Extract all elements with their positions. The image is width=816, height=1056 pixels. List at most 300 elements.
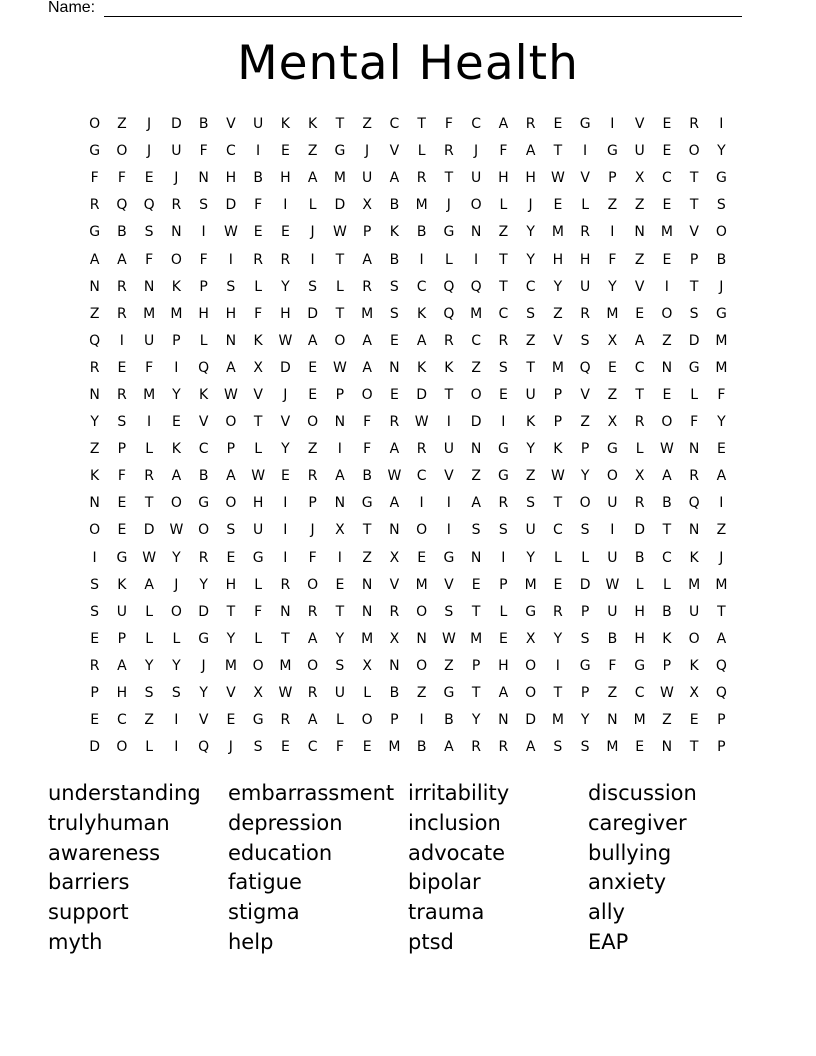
grid-letter: E [553, 576, 563, 593]
grid-letter: S [471, 522, 481, 539]
grid-letter: E [662, 251, 672, 268]
grid-letter: N [89, 278, 100, 295]
grid-letter: E [226, 712, 236, 729]
grid-letter: V [444, 576, 454, 593]
grid-letter: G [116, 549, 128, 566]
grid-row [81, 626, 735, 653]
grid-letter: S [253, 739, 263, 756]
grid-letter: Q [579, 359, 591, 376]
grid-letter: Z [307, 143, 318, 160]
grid-letter: V [580, 386, 590, 403]
grid-letter: V [634, 116, 645, 133]
grid-letter: E [662, 386, 672, 403]
grid-letter: M [606, 739, 619, 756]
grid-letter: E [117, 495, 127, 512]
grid-letter: Y [553, 278, 563, 295]
grid-letter: N [334, 414, 346, 431]
grid-letter: G [688, 359, 700, 376]
grid-letter: P [499, 576, 508, 593]
grid-letter: R [525, 116, 536, 133]
grid-letter: E [662, 197, 672, 214]
grid-letter: O [525, 685, 537, 702]
grid-letter: I [283, 197, 288, 214]
grid-letter: E [716, 441, 726, 458]
grid-letter: A [389, 441, 400, 458]
grid-letter: M [170, 305, 183, 322]
grid-letter: U [144, 332, 155, 349]
grid-letter: T [335, 603, 345, 620]
grid-letter: R [144, 468, 154, 485]
grid-letter: A [89, 251, 100, 268]
grid-letter: M [715, 332, 728, 349]
grid-letter: R [553, 603, 563, 620]
grid-letter: U [525, 386, 536, 403]
grid-letter: J [365, 143, 370, 160]
grid-letter: G [252, 712, 264, 729]
grid-letter: J [446, 197, 451, 214]
grid-letter: X [253, 685, 263, 702]
grid-letter: L [635, 441, 644, 458]
grid-letter: Y [172, 657, 181, 674]
grid-letter: R [389, 603, 400, 620]
grid-letter: S [226, 278, 236, 295]
grid-letter: Z [471, 359, 481, 376]
grid-letter: G [634, 657, 646, 674]
grid-letter: Q [443, 278, 455, 295]
grid-letter: H [552, 251, 564, 268]
grid-letter: V [580, 170, 590, 187]
grid-letter: C [552, 522, 563, 539]
grid-letter: E [117, 359, 127, 376]
grid-letter: D [416, 386, 428, 403]
grid-letter: S [444, 603, 454, 620]
grid-letter: E [553, 116, 563, 133]
grid-letter: E [117, 522, 127, 539]
grid-letter: Z [525, 332, 536, 349]
grid-letter: E [662, 143, 672, 160]
grid-letter: O [170, 495, 182, 512]
grid-letter: A [171, 468, 182, 485]
grid-letter: E [498, 386, 508, 403]
grid-letter: I [501, 414, 506, 431]
grid-letter: G [525, 603, 537, 620]
word-list-item: advocate [408, 840, 506, 865]
grid-letter: H [225, 576, 237, 593]
grid-row [81, 490, 735, 517]
grid-letter: O [170, 603, 182, 620]
grid-letter: C [307, 739, 318, 756]
grid-letter: P [717, 712, 726, 729]
grid-letter: X [689, 685, 699, 702]
grid-letter: V [280, 414, 291, 431]
grid-letter: O [116, 143, 128, 160]
grid-letter: U [607, 603, 618, 620]
grid-letter: F [690, 414, 699, 431]
grid-letter: L [417, 143, 426, 160]
grid-letter: Q [688, 495, 700, 512]
grid-letter: O [416, 657, 428, 674]
grid-letter: P [226, 441, 236, 458]
grid-letter: G [334, 143, 346, 160]
grid-letter: I [283, 495, 288, 512]
grid-letter: S [144, 224, 154, 241]
word-list-item: discussion [588, 781, 697, 805]
grid-letter: F [363, 441, 372, 458]
grid-letter: M [551, 224, 564, 241]
grid-letter: P [117, 441, 127, 458]
grid-letter: R [307, 603, 318, 620]
word-list-item: trulyhuman [48, 810, 170, 835]
grid-letter: S [580, 739, 590, 756]
grid-letter: G [443, 685, 455, 702]
grid-letter: W [387, 468, 402, 485]
grid-letter: B [117, 224, 127, 241]
grid-letter: U [443, 441, 454, 458]
grid-letter: O [688, 630, 700, 647]
grid-letter: P [717, 739, 726, 756]
grid-letter: S [389, 278, 399, 295]
grid-letter: R [362, 278, 372, 295]
grid-letter: A [307, 170, 318, 187]
grid-letter: I [310, 251, 315, 268]
grid-letter: I [419, 495, 424, 512]
grid-letter: Y [526, 549, 535, 566]
grid-letter: Z [471, 468, 481, 485]
grid-letter: M [224, 657, 237, 674]
grid-letter: E [635, 739, 645, 756]
grid-letter: F [335, 739, 344, 756]
grid-letter: J [174, 170, 179, 187]
grid-letter: P [553, 386, 563, 403]
grid-letter: Z [607, 685, 618, 702]
grid-letter: A [662, 468, 672, 485]
grid-letter: F [199, 251, 208, 268]
grid-letter: I [419, 251, 424, 268]
grid-letter: T [689, 197, 699, 214]
grid-letter: D [307, 305, 319, 322]
grid-row [81, 545, 735, 572]
grid-letter: K [689, 657, 699, 674]
grid-letter: H [280, 170, 291, 187]
grid-letter: L [335, 712, 344, 729]
grid-letter: L [254, 441, 263, 458]
grid-letter: S [308, 278, 318, 295]
grid-letter: A [362, 332, 372, 349]
grid-letter: F [608, 657, 617, 674]
grid-letter: C [471, 332, 482, 349]
grid-letter: H [525, 170, 536, 187]
grid-letter: N [470, 549, 482, 566]
grid-letter: T [226, 603, 236, 620]
word-list-item: bipolar [408, 870, 481, 895]
grid-letter: P [172, 332, 181, 349]
grid-letter: P [553, 414, 563, 431]
grid-letter: K [444, 359, 454, 376]
grid-letter: T [689, 739, 699, 756]
grid-row [81, 328, 735, 355]
word-list-item: depression [228, 810, 343, 835]
grid-letter: U [525, 522, 536, 539]
grid-letter: J [310, 522, 315, 539]
grid-letter: V [444, 468, 454, 485]
grid-letter: E [498, 630, 508, 647]
grid-letter: I [664, 278, 669, 295]
grid-letter: Y [144, 657, 154, 674]
grid-letter: U [253, 116, 264, 133]
grid-letter: R [580, 224, 590, 241]
word-list-item: embarrassment [228, 781, 395, 805]
grid-letter: S [498, 522, 508, 539]
grid-letter: R [416, 441, 427, 458]
grid-letter: D [225, 197, 237, 214]
grid-letter: T [635, 386, 644, 403]
grid-letter: A [471, 495, 481, 512]
grid-letter: C [661, 170, 672, 187]
grid-letter: A [362, 251, 372, 268]
grid-letter: J [201, 657, 206, 674]
grid-letter: T [144, 495, 154, 512]
grid-letter: I [174, 739, 179, 756]
grid-letter: A [226, 468, 236, 485]
grid-letter: S [90, 576, 100, 593]
grid-letter: Y [281, 441, 290, 458]
grid-letter: T [689, 170, 699, 187]
grid-letter: L [444, 251, 453, 268]
grid-letter: N [470, 224, 482, 241]
name-underline [104, 16, 742, 17]
grid-letter: E [253, 224, 263, 241]
grid-letter: R [117, 386, 127, 403]
grid-letter: L [499, 603, 508, 620]
grid-letter: F [145, 251, 154, 268]
grid-letter: T [499, 251, 508, 268]
grid-letter: P [580, 441, 590, 458]
name-label: Name: [48, 0, 96, 16]
grid-letter: L [581, 197, 590, 214]
grid-letter: G [361, 495, 373, 512]
grid-letter: T [444, 386, 454, 403]
grid-letter: V [253, 386, 263, 403]
grid-letter: K [90, 468, 100, 485]
grid-letter: S [117, 414, 127, 431]
grid-letter: D [688, 332, 700, 349]
grid-letter: S [498, 359, 508, 376]
grid-letter: B [607, 630, 618, 647]
grid-letter: S [90, 603, 100, 620]
grid-letter: P [662, 657, 672, 674]
grid-letter: M [715, 359, 728, 376]
grid-letter: X [335, 522, 345, 539]
grid-letter: J [147, 116, 152, 133]
grid-letter: O [661, 414, 673, 431]
grid-letter: W [223, 386, 238, 403]
grid-letter: N [688, 522, 700, 539]
grid-letter: Q [89, 332, 101, 349]
grid-letter: B [416, 224, 427, 241]
grid-letter: X [634, 468, 645, 485]
grid-letter: K [117, 576, 127, 593]
grid-letter: E [635, 305, 645, 322]
grid-letter: S [526, 495, 536, 512]
grid-letter: N [688, 441, 700, 458]
grid-letter: M [361, 630, 374, 647]
grid-letter: F [199, 143, 208, 160]
grid-letter: B [716, 251, 727, 268]
grid-letter: Q [198, 739, 210, 756]
grid-letter: A [716, 630, 727, 647]
grid-letter: Y [553, 630, 563, 647]
word-list-item: EAP [588, 929, 629, 954]
grid-letter: A [335, 468, 345, 485]
grid-letter: Z [662, 332, 672, 349]
grid-letter: N [389, 522, 400, 539]
grid-letter: F [254, 305, 263, 322]
grid-letter: X [525, 630, 536, 647]
grid-letter: I [419, 712, 424, 729]
page-title: Mental Health [237, 36, 579, 91]
grid-letter: J [719, 549, 724, 566]
grid-letter: U [580, 278, 591, 295]
grid-letter: R [389, 414, 400, 431]
grid-letter: O [89, 116, 101, 133]
grid-letter: R [498, 495, 509, 512]
grid-letter: P [471, 657, 481, 674]
grid-letter: T [471, 685, 481, 702]
grid-letter: T [662, 522, 672, 539]
word-list-item: stigma [228, 900, 300, 925]
grid-row [81, 274, 735, 301]
grid-letter: Y [526, 251, 535, 268]
grid-letter: K [389, 224, 399, 241]
grid-letter: Q [116, 197, 128, 214]
grid-letter: F [117, 170, 126, 187]
grid-letter: N [416, 630, 427, 647]
grid-letter: S [580, 332, 590, 349]
grid-letter: Z [716, 522, 727, 539]
grid-letter: S [526, 305, 536, 322]
grid-letter: X [389, 630, 400, 647]
grid-letter: E [689, 712, 699, 729]
grid-letter: M [688, 576, 701, 593]
word-list-item: fatigue [228, 870, 302, 895]
grid-letter: A [525, 143, 536, 160]
word-list-item: caregiver [588, 810, 687, 835]
grid-row [81, 382, 735, 409]
grid-letter: P [335, 386, 345, 403]
grid-row [81, 165, 735, 192]
grid-letter: X [362, 657, 372, 674]
grid-letter: M [633, 712, 646, 729]
grid-letter: T [553, 685, 563, 702]
grid-letter: H [498, 657, 509, 674]
grid-letter: M [388, 739, 401, 756]
grid-letter: K [199, 386, 209, 403]
grid-letter: E [389, 386, 399, 403]
grid-letter: A [307, 712, 318, 729]
grid-letter: A [117, 251, 127, 268]
grid-letter: M [143, 305, 156, 322]
grid-letter: K [662, 630, 672, 647]
grid-letter: F [499, 143, 508, 160]
grid-letter: R [253, 251, 263, 268]
grid-letter: O [470, 386, 482, 403]
grid-letter: J [719, 278, 724, 295]
grid-letter: K [417, 305, 427, 322]
grid-letter: A [117, 657, 127, 674]
grid-letter: M [606, 305, 619, 322]
grid-letter: Z [580, 414, 590, 431]
grid-letter: N [389, 359, 400, 376]
grid-letter: Y [717, 414, 726, 431]
grid-row [81, 301, 735, 328]
grid-letter: P [580, 603, 590, 620]
grid-letter: T [335, 251, 345, 268]
grid-letter: S [335, 657, 345, 674]
grid-letter: S [689, 305, 699, 322]
word-list-item: inclusion [408, 810, 501, 835]
grid-letter: Y [335, 630, 345, 647]
grid-letter: L [363, 685, 372, 702]
grid-letter: E [280, 739, 290, 756]
grid-letter: S [553, 739, 563, 756]
grid-letter: S [389, 305, 399, 322]
grid-letter: Z [525, 468, 536, 485]
grid-letter: V [689, 224, 699, 241]
grid-letter: G [579, 116, 591, 133]
grid-letter: X [253, 359, 263, 376]
grid-letter: Y [608, 278, 617, 295]
grid-letter: Z [362, 549, 372, 566]
grid-letter: W [332, 359, 347, 376]
grid-letter: N [334, 495, 346, 512]
grid-letter: G [606, 441, 618, 458]
grid-letter: O [89, 522, 101, 539]
grid-letter: V [553, 332, 563, 349]
grid-letter: A [525, 739, 536, 756]
grid-letter: R [280, 251, 291, 268]
grid-letter: M [415, 197, 428, 214]
grid-letter: B [198, 468, 209, 485]
grid-letter: T [526, 359, 535, 376]
grid-letter: B [662, 603, 672, 620]
grid-letter: E [171, 414, 181, 431]
grid-letter: V [389, 143, 400, 160]
grid-letter: F [254, 197, 263, 214]
grid-letter: E [280, 224, 290, 241]
grid-letter: U [607, 549, 618, 566]
grid-letter: N [361, 576, 373, 593]
grid-letter: Q [715, 657, 727, 674]
word-list-item: trauma [408, 900, 485, 925]
grid-letter: P [362, 224, 372, 241]
grid-letter: O [334, 332, 346, 349]
grid-letter: I [719, 495, 724, 512]
grid-letter: H [116, 685, 128, 702]
grid-letter: O [252, 657, 264, 674]
grid-letter: I [555, 657, 560, 674]
grid-letter: Z [607, 197, 618, 214]
grid-letter: U [471, 170, 482, 187]
grid-letter: O [470, 197, 482, 214]
grid-letter: B [362, 468, 372, 485]
grid-letter: O [361, 712, 373, 729]
grid-letter: N [661, 359, 673, 376]
grid-letter: O [307, 576, 319, 593]
grid-letter: W [251, 468, 266, 485]
grid-letter: X [607, 332, 618, 349]
grid-row [81, 219, 735, 246]
grid-row [81, 355, 735, 382]
